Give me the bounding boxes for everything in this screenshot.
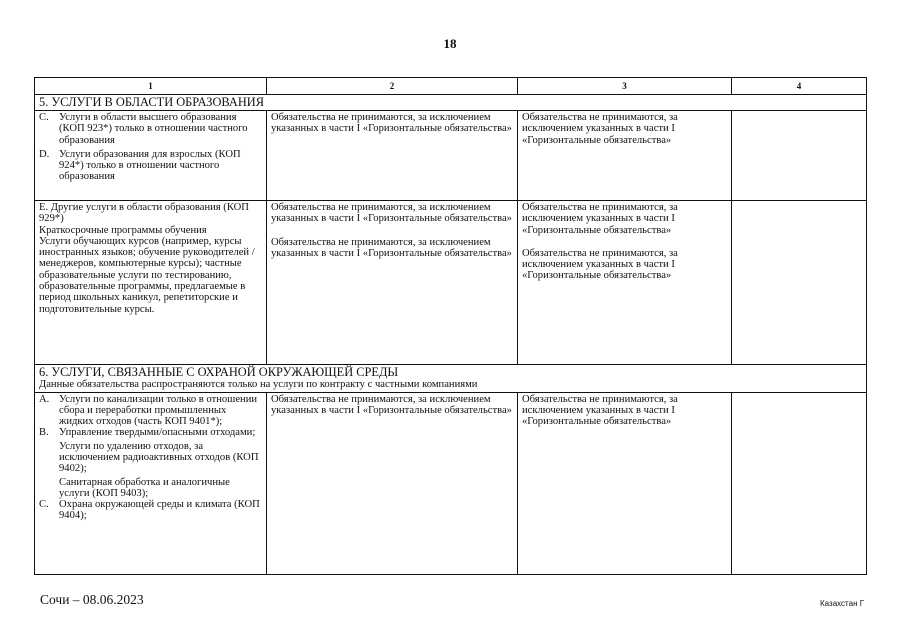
sub-item-text: Санитарная обработка и аналогичные услуги (КОП 9403); xyxy=(59,476,230,499)
list-item xyxy=(39,427,262,438)
national-treatment-cell: Обязательства не принимаются, за исключением указанных в части I «Горизонтальные обязательства» xyxy=(518,392,732,574)
commitment-text: Обязательства не принимаются, за исключением указанных в части I «Горизонтальные обязательства» xyxy=(522,247,678,282)
sector-cell xyxy=(35,201,267,365)
national-treatment-cell xyxy=(518,201,732,365)
list-item xyxy=(39,394,262,428)
section-6-title: 6. УСЛУГИ, СВЯЗАННЫЕ С ОХРАНОЙ ОКРУЖАЮЩЕЙ СРЕДЫ xyxy=(39,365,399,379)
section-5-title: 5. УСЛУГИ В ОБЛАСТИ ОБРАЗОВАНИЯ xyxy=(35,95,867,111)
list-item xyxy=(39,112,262,146)
commitment-text: Обязательства не принимаются, за исключением указанных в части I «Горизонтальные обязательства» xyxy=(271,236,512,259)
column-number-1: 1 xyxy=(35,78,267,95)
list-item xyxy=(39,499,262,522)
commitment-text: Обязательства не принимаются, за исключением указанных в части I «Горизонтальные обязательства» xyxy=(522,202,678,236)
item-text: Услуги образования для взрослых (КОП 924*) только в отношении частного образования xyxy=(59,148,241,183)
column-number-2: 2 xyxy=(267,78,518,95)
item-text: Охрана окружающей среды и климата (КОП 9404); xyxy=(59,499,260,522)
commitments-table xyxy=(34,77,867,575)
national-treatment-cell: Обязательства не принимаются, за исключением указанных в части I «Горизонтальные обязательства» xyxy=(518,111,732,201)
section-5-header-row xyxy=(35,95,867,111)
table-row xyxy=(35,111,867,201)
sub-item-text: Услуги обучающих курсов (например, курсы иностранных языков; обучение руководителей /менеджеров, компьютерные курсы); частные образовательные услуги по тестированию, образовательные программы, предлагаемые в период школьных каникул, репетиторские и подготовительные курсы. xyxy=(39,235,255,315)
item-label: A. xyxy=(39,393,50,405)
footer-place-date: Сочи – 08.06.2023 xyxy=(40,592,144,607)
item-text: E. Другие услуги в области образования (КОП 929*) xyxy=(39,202,249,225)
item-label: B. xyxy=(39,427,49,439)
item-label: C. xyxy=(39,112,49,123)
column-number-row xyxy=(35,78,867,95)
table-row xyxy=(35,392,867,574)
column-number-3: 3 xyxy=(518,78,732,95)
additional-commitments-cell xyxy=(732,201,867,365)
sub-item-text: Услуги по удалению отходов, за исключением радиоактивных отходов (КОП 9402); xyxy=(59,440,259,475)
sector-cell xyxy=(35,111,267,201)
item-text: Управление твердыми/опасными отходами; xyxy=(59,427,256,439)
footer-document-code: Казахстан Г xyxy=(820,599,865,608)
list-item xyxy=(39,149,262,183)
sub-item-text: Краткосрочные программы обучения xyxy=(39,224,207,236)
column-number-4: 4 xyxy=(732,78,867,95)
item-label: C. xyxy=(39,499,49,511)
market-access-cell xyxy=(267,201,518,365)
section-6-header-row xyxy=(35,365,867,393)
section-6-header xyxy=(35,365,867,393)
item-label: D. xyxy=(39,148,50,160)
page-number: 18 xyxy=(443,36,457,51)
table-row xyxy=(35,201,867,365)
item-text: Услуги в области высшего образования (КОП 923*) только в отношении частного образования xyxy=(59,112,248,146)
section-6-note: Данные обязательства распространяются только на услуги по контракту с частными компаниями xyxy=(39,379,478,390)
additional-commitments-cell xyxy=(732,392,867,574)
market-access-cell: Обязательства не принимаются, за исключением указанных в части I «Горизонтальные обязательства» xyxy=(267,392,518,574)
additional-commitments-cell xyxy=(732,111,867,201)
item-text: Услуги по канализации только в отношении сбора и переработки промышленных жидких отходов (часть КОП 9401*); xyxy=(59,393,258,428)
commitment-text: Обязательства не принимаются, за исключением указанных в части I «Горизонтальные обязательства» xyxy=(271,202,512,225)
market-access-cell: Обязательства не принимаются, за исключением указанных в части I «Горизонтальные обязательства» xyxy=(267,111,518,201)
sector-cell xyxy=(35,392,267,574)
